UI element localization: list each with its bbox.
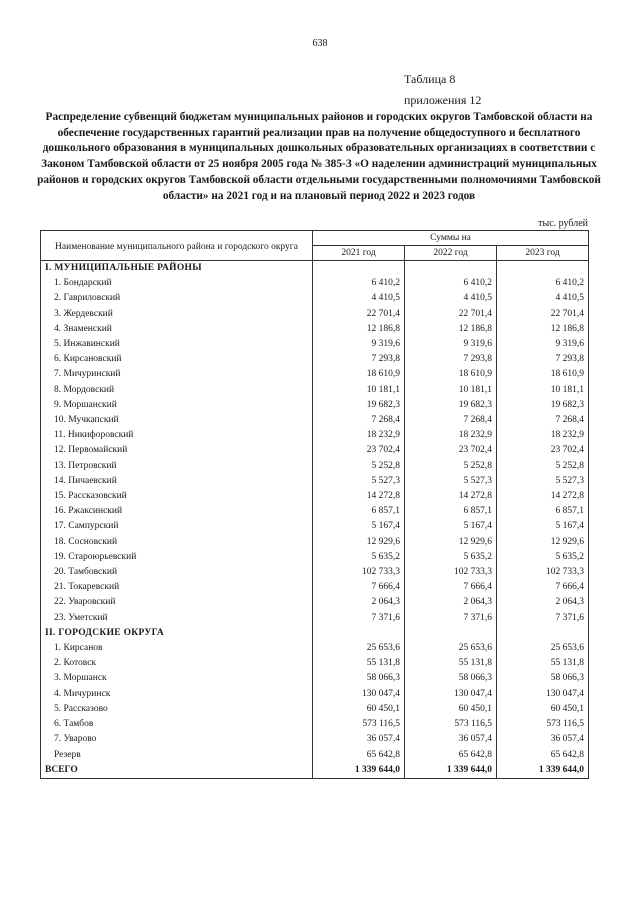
table-row [41, 367, 589, 382]
row-value: 4 410,5 [313, 291, 405, 306]
row-value: 55 131,8 [313, 656, 405, 671]
row-value: 22 701,4 [497, 307, 589, 322]
row-value: 5 252,8 [405, 459, 497, 474]
table-row [41, 322, 589, 337]
row-value: 7 666,4 [405, 580, 497, 595]
table-row [41, 717, 589, 732]
row-value: 25 653,6 [497, 641, 589, 656]
row-value: 5 635,2 [497, 550, 589, 565]
table-row [41, 474, 589, 489]
header-year: 2023 год [497, 246, 589, 261]
row-value: 7 268,4 [497, 413, 589, 428]
table-row [41, 504, 589, 519]
row-name: 1. Бондарский [41, 276, 313, 291]
row-value: 25 653,6 [405, 641, 497, 656]
row-value: 60 450,1 [405, 702, 497, 717]
row-value: 18 610,9 [313, 367, 405, 382]
table-body [41, 261, 589, 779]
row-value: 65 642,8 [405, 748, 497, 763]
row-value: 573 116,5 [497, 717, 589, 732]
row-value: 102 733,3 [497, 565, 589, 580]
table-row [41, 428, 589, 443]
row-value: 5 167,4 [313, 519, 405, 534]
table-row [41, 595, 589, 610]
row-value: 5 167,4 [405, 519, 497, 534]
table-row [41, 565, 589, 580]
row-value: 18 232,9 [497, 428, 589, 443]
row-value: 2 064,3 [313, 595, 405, 610]
row-value: 130 047,4 [497, 687, 589, 702]
row-name: 2. Котовск [41, 656, 313, 671]
total-value: 1 339 644,0 [497, 763, 589, 779]
row-value: 5 527,3 [313, 474, 405, 489]
row-name: 18. Сосновский [41, 535, 313, 550]
row-name: 21. Токаревский [41, 580, 313, 595]
row-value: 102 733,3 [313, 565, 405, 580]
table-row [41, 352, 589, 367]
appendix-label: приложения 12 [404, 93, 482, 107]
row-value: 6 857,1 [405, 504, 497, 519]
row-name: 5. Инжавинский [41, 337, 313, 352]
row-value: 7 666,4 [313, 580, 405, 595]
table-row [41, 550, 589, 565]
row-value: 7 666,4 [497, 580, 589, 595]
units-label: тыс. рублей [538, 218, 588, 229]
row-value: 5 252,8 [313, 459, 405, 474]
row-name: 2. Гавриловский [41, 291, 313, 306]
row-name: 3. Жердевский [41, 307, 313, 322]
row-name: 17. Сампурский [41, 519, 313, 534]
table-row [41, 383, 589, 398]
header-sums: Суммы на [313, 231, 589, 246]
row-value: 12 929,6 [497, 535, 589, 550]
row-name: 9. Моршанский [41, 398, 313, 413]
row-name: 3. Моршанск [41, 671, 313, 686]
row-value: 25 653,6 [313, 641, 405, 656]
row-value: 6 410,2 [497, 276, 589, 291]
table-row [41, 307, 589, 322]
row-value: 12 929,6 [313, 535, 405, 550]
table-row [41, 580, 589, 595]
table-row [41, 459, 589, 474]
total-row [41, 763, 589, 779]
row-value: 5 635,2 [313, 550, 405, 565]
empty-cell [405, 261, 497, 277]
header-year: 2022 год [405, 246, 497, 261]
table-row [41, 535, 589, 550]
section-row [41, 626, 589, 641]
row-value: 14 272,8 [405, 489, 497, 504]
table-row [41, 398, 589, 413]
row-value: 14 272,8 [497, 489, 589, 504]
table-row [41, 337, 589, 352]
table-row [41, 748, 589, 763]
total-value: 1 339 644,0 [313, 763, 405, 779]
row-value: 58 066,3 [497, 671, 589, 686]
row-name: 20. Тамбовский [41, 565, 313, 580]
row-value: 36 057,4 [497, 732, 589, 747]
table-row [41, 702, 589, 717]
row-value: 19 682,3 [313, 398, 405, 413]
table-row [41, 443, 589, 458]
empty-cell [313, 626, 405, 641]
row-name: 6. Тамбов [41, 717, 313, 732]
row-value: 5 167,4 [497, 519, 589, 534]
row-value: 18 232,9 [405, 428, 497, 443]
empty-cell [497, 626, 589, 641]
row-value: 18 610,9 [497, 367, 589, 382]
row-value: 7 268,4 [313, 413, 405, 428]
row-value: 12 929,6 [405, 535, 497, 550]
row-value: 7 293,8 [313, 352, 405, 367]
row-value: 573 116,5 [313, 717, 405, 732]
row-value: 5 527,3 [405, 474, 497, 489]
table-row [41, 687, 589, 702]
row-value: 102 733,3 [405, 565, 497, 580]
table-row [41, 732, 589, 747]
header-year: 2021 год [313, 246, 405, 261]
row-value: 23 702,4 [497, 443, 589, 458]
row-name: 15. Рассказовский [41, 489, 313, 504]
row-value: 36 057,4 [405, 732, 497, 747]
row-value: 2 064,3 [497, 595, 589, 610]
row-value: 14 272,8 [313, 489, 405, 504]
table-row [41, 291, 589, 306]
row-value: 60 450,1 [497, 702, 589, 717]
row-value: 5 635,2 [405, 550, 497, 565]
row-name: 7. Уварово [41, 732, 313, 747]
section-title: II. ГОРОДСКИЕ ОКРУГА [41, 626, 313, 641]
row-name: Резерв [41, 748, 313, 763]
row-value: 7 371,6 [313, 611, 405, 626]
row-name: 12. Первомайский [41, 443, 313, 458]
row-value: 23 702,4 [313, 443, 405, 458]
row-value: 130 047,4 [405, 687, 497, 702]
row-value: 7 371,6 [405, 611, 497, 626]
row-value: 10 181,1 [405, 383, 497, 398]
row-name: 1. Кирсанов [41, 641, 313, 656]
row-value: 9 319,6 [313, 337, 405, 352]
row-value: 6 410,2 [405, 276, 497, 291]
row-value: 6 857,1 [313, 504, 405, 519]
row-name: 13. Петровский [41, 459, 313, 474]
table-row [41, 641, 589, 656]
row-name: 16. Ржаксинский [41, 504, 313, 519]
section-row [41, 261, 589, 277]
row-value: 55 131,8 [497, 656, 589, 671]
row-value: 12 186,8 [497, 322, 589, 337]
row-value: 55 131,8 [405, 656, 497, 671]
row-name: 14. Пичаевский [41, 474, 313, 489]
section-title: I. МУНИЦИПАЛЬНЫЕ РАЙОНЫ [41, 261, 313, 277]
row-value: 9 319,6 [405, 337, 497, 352]
total-label: ВСЕГО [41, 763, 313, 779]
row-value: 36 057,4 [313, 732, 405, 747]
row-value: 18 232,9 [313, 428, 405, 443]
table-row [41, 519, 589, 534]
row-value: 573 116,5 [405, 717, 497, 732]
row-value: 130 047,4 [313, 687, 405, 702]
row-value: 10 181,1 [497, 383, 589, 398]
row-value: 18 610,9 [405, 367, 497, 382]
row-name: 23. Уметский [41, 611, 313, 626]
row-value: 6 857,1 [497, 504, 589, 519]
row-value: 7 293,8 [405, 352, 497, 367]
row-value: 22 701,4 [313, 307, 405, 322]
row-name: 5. Рассказово [41, 702, 313, 717]
table-row [41, 611, 589, 626]
row-name: 19. Староюрьевский [41, 550, 313, 565]
document-title: Распределение субвенций бюджетам муниципальных районов и городских округов Тамбовской области на обеспечение государственных гарантий реализации прав на получение общедоступного и бесплатного дошкольного образования в муниципальных дошкольных образовательных организациях в соответствии с Законом Тамбовской области от 25 ноября 2005 года № 385-З «О наделении администраций муниципальных районов и городских округов Тамбовской области отдельными государственными полномочиями Тамбовской области» на 2021 год и на плановый период 2022 и 2023 годов [37, 111, 601, 202]
table-row [41, 413, 589, 428]
table-label: Таблица 8 [404, 72, 456, 86]
row-name: 7. Мичуринский [41, 367, 313, 382]
page-number: 638 [312, 38, 328, 49]
row-value: 65 642,8 [313, 748, 405, 763]
empty-cell [405, 626, 497, 641]
row-value: 4 410,5 [405, 291, 497, 306]
row-value: 60 450,1 [313, 702, 405, 717]
row-value: 12 186,8 [405, 322, 497, 337]
row-name: 22. Уваровский [41, 595, 313, 610]
row-value: 2 064,3 [405, 595, 497, 610]
table-row [41, 656, 589, 671]
empty-cell [313, 261, 405, 277]
row-value: 6 410,2 [313, 276, 405, 291]
table-header [41, 231, 589, 261]
row-value: 65 642,8 [497, 748, 589, 763]
row-value: 58 066,3 [405, 671, 497, 686]
row-value: 9 319,6 [497, 337, 589, 352]
row-value: 19 682,3 [497, 398, 589, 413]
header-name: Наименование муниципального района и городского округа [41, 231, 313, 261]
row-value: 7 371,6 [497, 611, 589, 626]
row-value: 7 268,4 [405, 413, 497, 428]
row-name: 8. Мордовский [41, 383, 313, 398]
subvention-table [40, 230, 589, 779]
row-name: 10. Мучкапский [41, 413, 313, 428]
row-value: 19 682,3 [405, 398, 497, 413]
total-value: 1 339 644,0 [405, 763, 497, 779]
row-value: 12 186,8 [313, 322, 405, 337]
table-row [41, 276, 589, 291]
row-name: 4. Мичуринск [41, 687, 313, 702]
row-value: 23 702,4 [405, 443, 497, 458]
row-name: 11. Никифоровский [41, 428, 313, 443]
table-row [41, 489, 589, 504]
row-value: 4 410,5 [497, 291, 589, 306]
row-name: 4. Знаменский [41, 322, 313, 337]
row-name: 6. Кирсановский [41, 352, 313, 367]
table-row [41, 671, 589, 686]
row-value: 5 252,8 [497, 459, 589, 474]
row-value: 10 181,1 [313, 383, 405, 398]
empty-cell [497, 261, 589, 277]
row-value: 7 293,8 [497, 352, 589, 367]
row-value: 58 066,3 [313, 671, 405, 686]
row-value: 22 701,4 [405, 307, 497, 322]
row-value: 5 527,3 [497, 474, 589, 489]
